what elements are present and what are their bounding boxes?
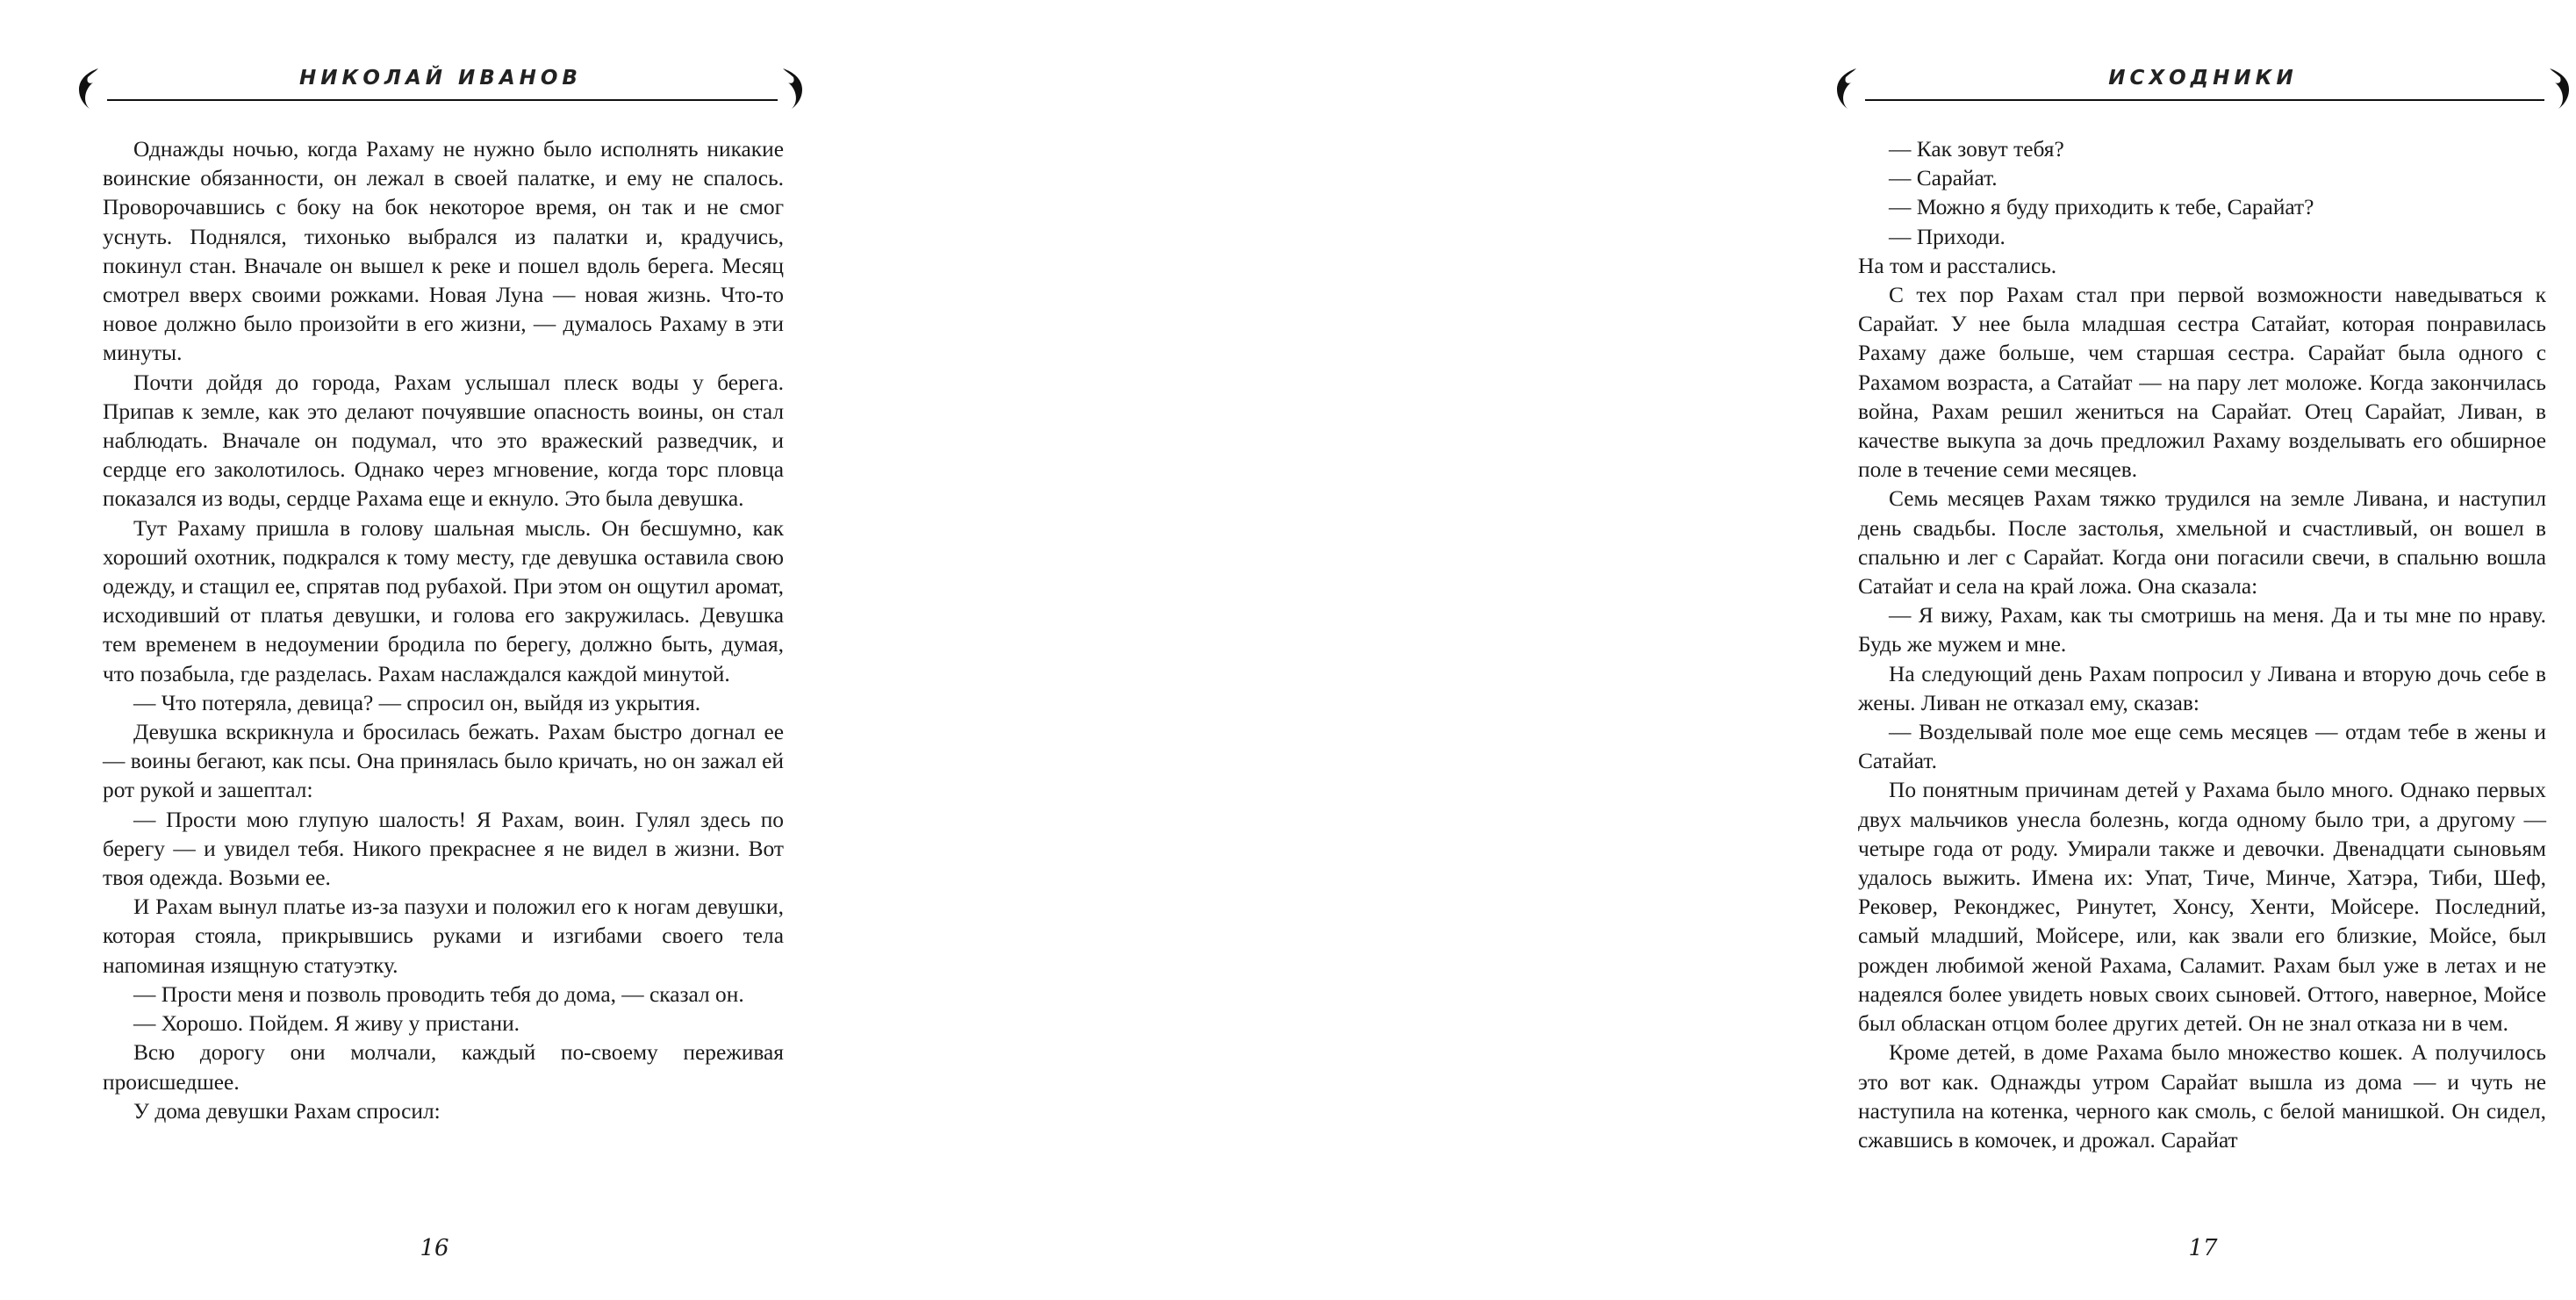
paragraph: — Как зовут тебя?	[1889, 137, 2064, 162]
right-ornament-icon	[779, 63, 809, 112]
right-ornament-icon	[2546, 63, 2576, 112]
paragraph: — Хорошо. Пойдем. Я живу у пристани.	[133, 1011, 520, 1037]
paragraph: Девушка вскрикнула и бросилась бежать. Рахам быстро догнал ее — воины бегают, как псы. Она принялась было кричать, но он зажал ей рот рукой и зашептал:	[103, 720, 784, 803]
right-body-text	[1858, 135, 2546, 1155]
right-page	[878, 0, 2546, 1300]
right-running-head	[1830, 61, 2576, 114]
left-running-head-title: НИКОЛАЙ ИВАНОВ	[299, 67, 582, 90]
right-page-number: 17	[2188, 1235, 2218, 1261]
left-body-text	[103, 135, 784, 1126]
left-page-number: 16	[420, 1235, 449, 1261]
left-head-rule	[107, 99, 778, 101]
paragraph: Почти дойдя до города, Рахам услышал плеск воды у берега. Припав к земле, как это делают почуявшие опасность воины, он стал наблюдать. Вначале он подумал, что это вражеский разведчик, и сердце его заколотилось. Однако через мгновение, когда торс пловца показался из воды, сердце Рахама еще и екнуло. Это была девушка.	[103, 370, 784, 512]
left-page	[0, 0, 878, 1300]
paragraph: На том и расстались.	[1858, 253, 2057, 278]
paragraph: Тут Рахаму пришла в голову шальная мысль. Он бесшумно, как хороший охотник, подкрался к тому месту, где девушка оставила свою одежду, и стащил ее, спрятав под рубахой. При этом он ощутил аромат, исходивший от платья девушки, и голова его закружилась. Девушка тем временем в недоумении бродила по берегу, должно быть, думая, что позабыла, где разделась. Рахам наслаждался каждой минутой.	[103, 515, 784, 686]
paragraph: — Что потеряла, девица? — спросил он, выйдя из укрытия.	[133, 690, 701, 715]
paragraph: — Прости меня и позволь проводить тебя до дома, — сказал он.	[133, 981, 744, 1007]
paragraph: Всю дорогу они молчали, каждый по-своему переживая происшедшее.	[103, 1040, 784, 1095]
paragraph: — Сарайат.	[1889, 166, 1998, 191]
paragraph: У дома девушки Рахам спросил:	[133, 1098, 441, 1124]
paragraph: С тех пор Рахам стал при первой возможности наведываться к Сарайат. У нее была младшая сестра Сатайат, которая понравилась Рахаму даже больше, чем старшая сестра. Сарайат была одного с Рахамом возраста, а Сатайат — на пару лет моложе. Когда закончилась война, Рахам решил жениться на Сарайат. Отец Сарайат, Ливан, в качестве выкупа за дочь предложил Рахаму возделывать его обширное поле в течение семи месяцев.	[1858, 283, 2546, 483]
paragraph: — Можно я буду приходить к тебе, Сарайат?	[1889, 195, 2314, 220]
paragraph: — Я вижу, Рахам, как ты смотришь на меня. Да и ты мне по нраву. Будь же мужем и мне.	[1858, 603, 2546, 657]
left-running-head	[72, 61, 809, 114]
right-running-head-title: ИСХОДНИКИ	[2108, 67, 2298, 90]
right-head-rule	[1865, 99, 2544, 101]
paragraph: Однажды ночью, когда Рахаму не нужно было исполнять никакие воинские обязанности, он лежал в своей палатке, и ему не спалось. Проворочавшись с боку на бок некоторое время, он так и не смог уснуть. Поднялся, тихонько выбрался из палатки и, крадучись, покинул стан. Вначале он вышел к реке и пошел вдоль берега. Месяц смотрел вверх своими рожками. Новая Луна — новая жизнь. Что-то новое должно было произойти в его жизни, — думалось Рахаму в эти минуты.	[103, 137, 784, 366]
paragraph: Семь месяцев Рахам тяжко трудился на земле Ливана, и наступил день свадьбы. После застолья, хмельной и счастливый, он вошел в спальню и лег с Сарайат. Когда они погасили свечи, в спальню вошла Сатайат и села на край ложа. Она сказала:	[1858, 486, 2546, 600]
paragraph: — Прости мою глупую шалость! Я Рахам, воин. Гулял здесь по берегу — и увидел тебя. Никого прекраснее я не видел в жизни. Вот твоя одежда. Возьми ее.	[103, 807, 784, 891]
paragraph: — Приходи.	[1889, 224, 2006, 249]
paragraph: И Рахам вынул платье из-за пазухи и положил его к ногам девушки, которая стояла, прикрывшись руками и изгибами своего тела напоминая изящную статуэтку.	[103, 894, 784, 978]
paragraph: Кроме детей, в доме Рахама было множество кошек. А получилось это вот как. Однажды утром Сарайат вышла из дома — и чуть не наступила на котенка, черного как смоль, с белой манишкой. Он сидел, сжавшись в комочек, и дрожал. Сарайат	[1858, 1040, 2546, 1153]
paragraph: По понятным причинам детей у Рахама было много. Однако первых двух мальчиков унесла болезнь, когда одному было три, а другому — четыре года от роду. Умирали также и девочки. Двенадцати сыновьям удалось выжить. Имена их: Упат, Тиче, Минче, Хатэра, Тиби, Шеф, Рековер, Реконджес, Ринутет, Хонсу, Хенти, Мойсере. Последний, самый младший, Мойсере, или, как звали его близкие, Мойсе, был рожден любимой женой Рахама, Саламит. Рахам был уже в летах и не надеялся более увидеть новых своих сыновей. Оттого, наверное, Мойсе был обласкан отцом более других детей. Он не знал отказа ни в чем.	[1858, 778, 2546, 1037]
paragraph: На следующий день Рахам попросил у Ливана и вторую дочь себе в жены. Ливан не отказал ему, сказав:	[1858, 661, 2546, 715]
paragraph: — Возделывай поле мое еще семь месяцев — отдам тебе в жены и Сатайат.	[1858, 720, 2546, 774]
